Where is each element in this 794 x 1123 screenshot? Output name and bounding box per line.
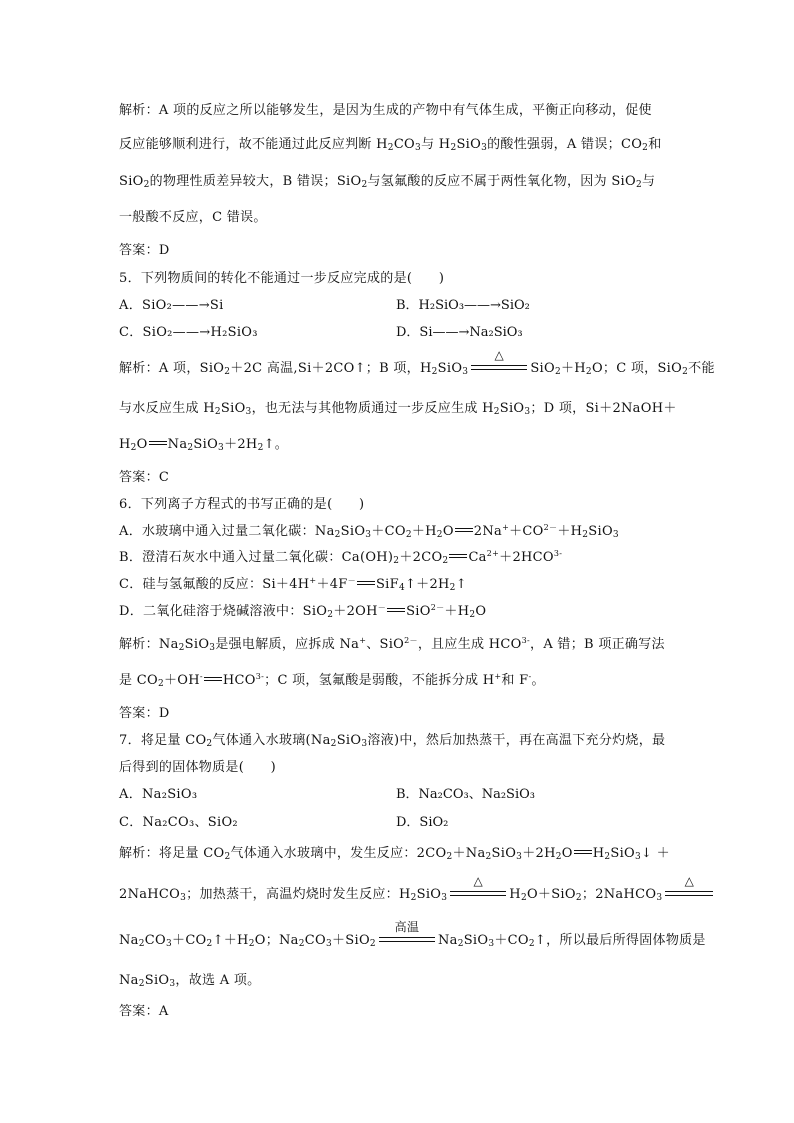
heating-condition-sign: △ [450,886,506,900]
heating-condition-sign: △ [665,886,713,900]
answer-q4: 答案：D [119,243,170,258]
q5-option-a: A．SiO₂——→Si [119,298,224,313]
answer-q6: 答案：D [119,706,170,721]
analysis-q4-line4: 一般酸不反应，C 错误。 [119,210,267,225]
q7-option-a: A．Na₂SiO₃ [119,787,198,802]
answer-q7: 答案：A [119,1004,169,1019]
answer-q5: 答案：C [119,470,170,485]
analysis-q5-line3: $H_2O$ $Na_2SiO_3+2H_2↑$。 [119,437,289,453]
q6-option-d: D．二氧化硅溶于烧碱溶液中：SiO$_2$＋2OH－ $SiO^{2-}+H_2O$ [119,603,487,620]
question-7-stem-line1: 7．将足量 $CO_2$气体通入水玻璃($Na_2SiO_3$溶液)中，然后加热蒸干，再在高温下充分灼烧，最 [119,733,666,749]
heating-condition-sign: △ [471,360,527,374]
analysis-q7-line2: 2NaHCO$_3$；加热蒸干，高温灼烧时发生反应：$H_2SiO_3$ △ $H_2O+SiO_2$；2NaHCO$_3$ △ [119,886,716,903]
analysis-q5-line2: 与水反应生成 $H_2SiO_3$，也无法与其他物质通过一步反应生成 $H_2SiO_3$；D 项，Si＋2NaOH＋ [119,401,677,417]
analysis-q4-line3: SiO$_2$的物理性质差异较大，B 错误；SiO$_2$与氢氟酸的反应不属于两性氧化物，因为 SiO$_2$与 [119,174,656,190]
q6-option-a: A．水玻璃中通入过量二氧化碳：$Na_2SiO_3+CO_2+H_2O$ $2Na^++CO^{2-}+H_2SiO_3$ [119,523,619,540]
analysis-q4-line1: 解析：A 项的反应之所以能够发生，是因为生成的产物中有气体生成，平衡正向移动，促使 [119,103,652,118]
q7-option-d: D．SiO₂ [396,815,449,830]
q5-option-c: C．SiO₂——→H₂SiO₃ [119,325,258,340]
q7-option-b: B．Na₂CO₃、Na₂SiO₃ [396,787,535,802]
q6-option-b: B．澄清石灰水中通入过量二氧化碳：$Ca(OH)_2+2CO_2$ $Ca^{2+}+2HCO^{3-}$ [119,549,563,566]
question-6-stem: 6．下列离子方程式的书写正确的是( ) [119,497,365,512]
analysis-q6-line2: 是 $CO_2+OH^-$ $HCO^{3-}$；C 项，氢氟酸是弱酸，不能拆分成 H+和 F-。 [119,672,545,689]
analysis-q5-line1: 解析：A 项，SiO$_2$＋2C 高温,Si＋2CO↑；B 项，$H_2SiO_3$ △ $SiO_2+H_2O$；C 项，SiO$_2$不能 [119,348,715,377]
q5-option-d: D．Si——→Na₂SiO₃ [396,325,523,340]
analysis-q6-line1: 解析：$Na_2SiO_3$是强电解质，应拆成 Na+、SiO$^{2-}$，且应生成 $HCO^{3-}$，A 错；B 项正确写法 [119,636,665,653]
analysis-q7-line3: $Na_2CO_3+CO_2↑+H_2O$；$Na_2CO_3+SiO_2$ 高温 $Na_2SiO_3+CO_2↑$，所以最后所得固体物质是 [119,920,706,949]
question-5-stem: 5．下列物质间的转化不能通过一步反应完成的是( ) [119,271,445,286]
q6-option-c: C．硅与氢氟酸的反应：Si＋4H+＋4F－ $SiF_4↑+2H_2↑$ [119,576,467,593]
q7-option-c: C．Na₂CO₃、SiO₂ [119,815,238,830]
analysis-q7-line1: 解析：将足量 $CO_2$气体通入水玻璃中，发生反应：$2CO_2+Na_2SiO_3+2H_2O$ $H_2SiO_3↓$ ＋ [119,846,670,862]
q5-option-b: B．H₂SiO₃——→SiO₂ [396,298,530,313]
high-temperature-condition-sign: 高温 [379,932,435,946]
analysis-q4-line2: 反应能够顺利进行，故不能通过此反应判断 $H_2CO_3$与 $H_2SiO_3$的酸性强弱，A 错误；$CO_2$和 [119,137,662,153]
analysis-q7-line4: $Na_2SiO_3$，故选 A 项。 [119,973,261,989]
question-7-stem-line2: 后得到的固体物质是( ) [119,760,277,775]
